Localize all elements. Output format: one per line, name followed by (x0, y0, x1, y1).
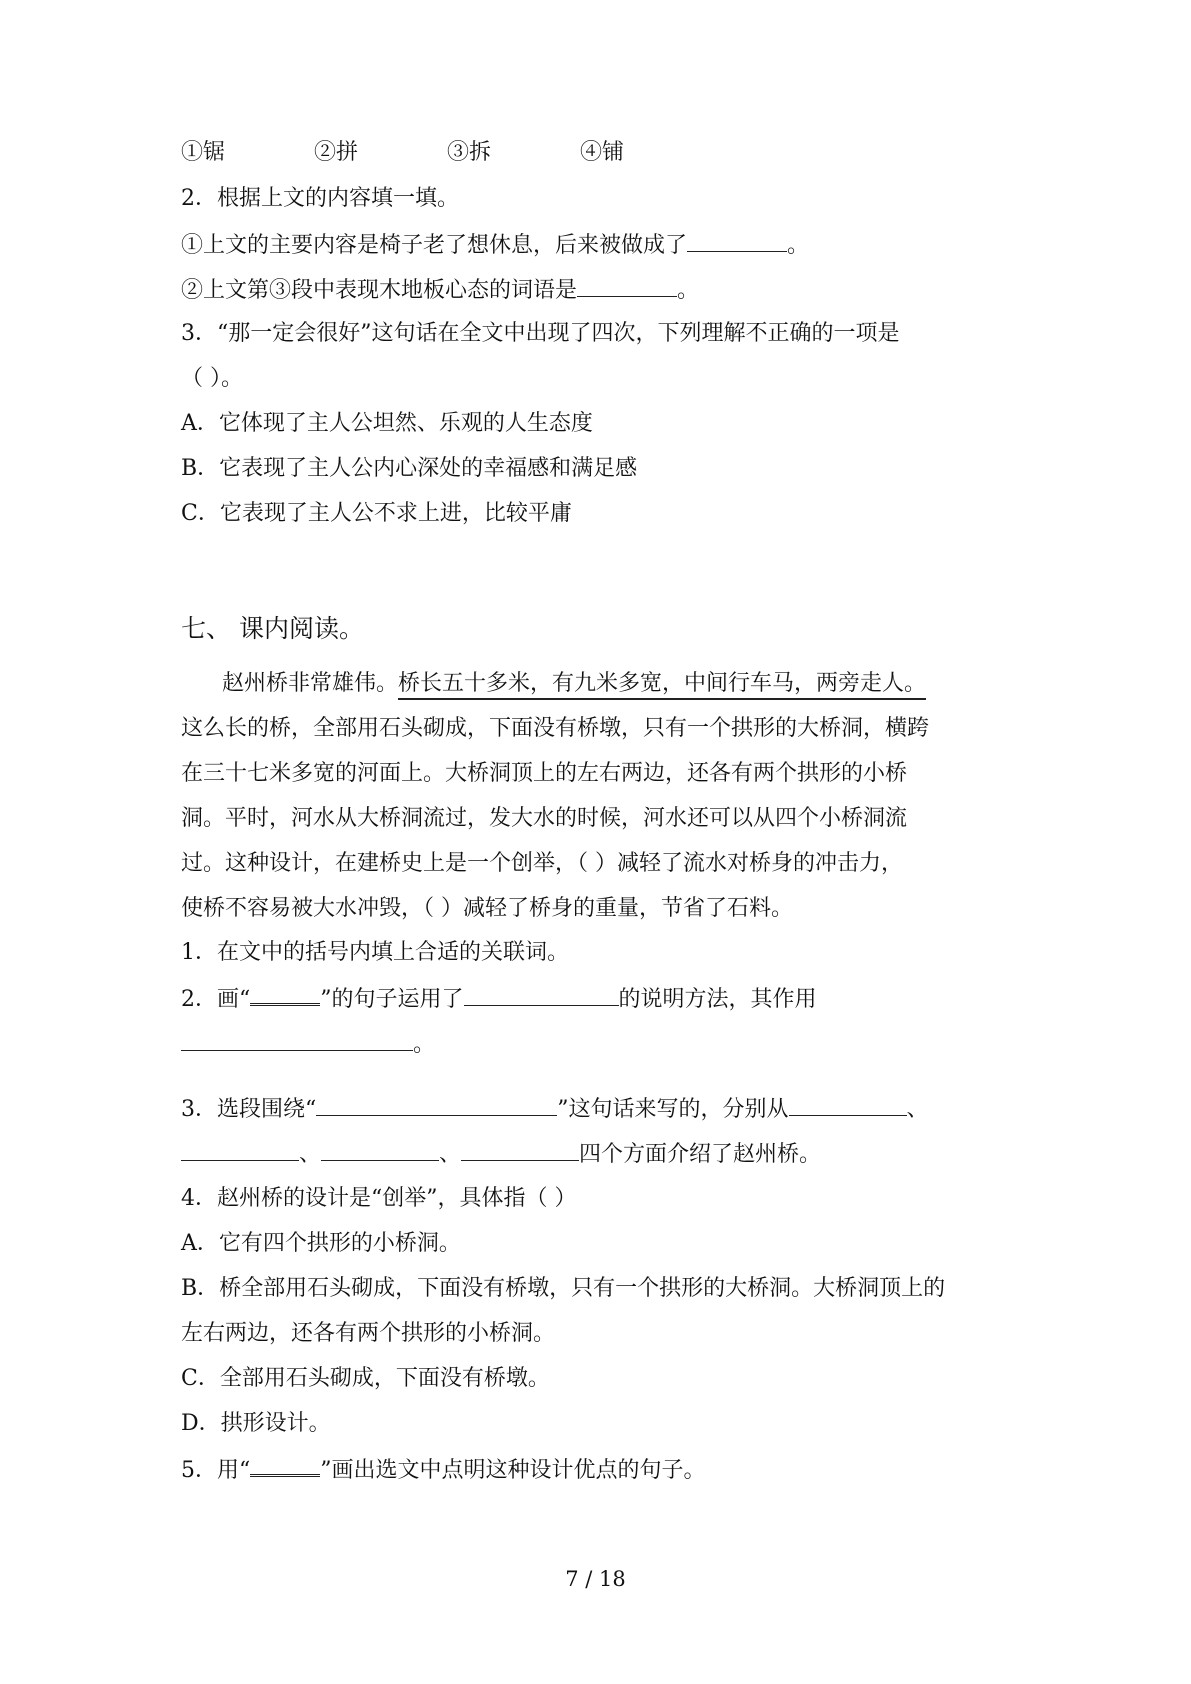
option-1: ①锯 (181, 140, 226, 165)
s7-q4-c: C．全部用石头砌成，下面没有桥墩。 (181, 1366, 550, 1391)
q2-b-end: 。 (677, 278, 700, 303)
s7-q1: 1．在文中的括号内填上合适的关联词。 (181, 940, 569, 965)
q1-options (181, 138, 713, 168)
q2-part: ”的句子运用了 (320, 987, 464, 1012)
answer-blank[interactable] (181, 1028, 413, 1051)
section-title: 七、 课内阅读。 (181, 614, 364, 643)
s7-q3-cont (181, 1138, 821, 1170)
s7-q2-cont (181, 1028, 435, 1060)
underlined-sentence: 桥长五十多米，有九米多宽，中间行车马，两旁走人。 (398, 671, 926, 700)
answer-blank[interactable] (789, 1093, 907, 1116)
q3-stem: 3．“那一定会很好”这句话在全文中出现了四次，下列理解不正确的一项是 (181, 321, 900, 346)
q3-paren[interactable]: （ ）。 (181, 366, 243, 391)
passage-text: 赵州桥非常雄伟。 (222, 671, 399, 696)
answer-blank[interactable] (181, 1138, 299, 1161)
q3-option-c: C．它表现了主人公不求上进，比较平庸 (181, 501, 572, 526)
double-underline-mark (250, 983, 320, 1006)
answer-blank[interactable] (577, 274, 677, 297)
s7-q4-a: A．它有四个拱形的小桥洞。 (181, 1231, 461, 1256)
passage-line-4: 洞。平时，河水从大桥洞流过，发大水的时候，河水还可以从四个小桥洞流 (181, 806, 908, 831)
q5-part: ”画出选文中点明这种设计优点的句子。 (320, 1458, 706, 1483)
answer-blank[interactable] (464, 983, 619, 1006)
q3-part: 、 (439, 1142, 462, 1167)
option-2: ②拼 (314, 140, 359, 165)
q2-part: 的说明方法，其作用 (618, 987, 817, 1012)
q3-part: 、 (906, 1097, 929, 1122)
answer-blank[interactable] (461, 1138, 579, 1161)
q2-b (181, 274, 699, 306)
double-underline-mark (250, 1454, 320, 1477)
q2-part: 2．画“ (181, 987, 251, 1012)
passage-line-1 (222, 669, 926, 699)
q2-a-end: 。 (787, 233, 810, 258)
s7-q4-stem: 4．赵州桥的设计是“创举”，具体指（ ） (181, 1186, 577, 1211)
page-number: 7 / 18 (565, 1567, 626, 1591)
q5-part: 5．用“ (181, 1458, 251, 1483)
s7-q2 (181, 983, 817, 1015)
q3-part: 四个方面介绍了赵州桥。 (579, 1142, 822, 1167)
q2-a-text: ①上文的主要内容是椅子老了想休息，后来被做成了 (181, 233, 688, 258)
answer-blank[interactable] (316, 1093, 557, 1116)
s7-q4-b2: 左右两边，还各有两个拱形的小桥洞。 (181, 1321, 556, 1346)
passage-line-5: 过。这种设计，在建桥史上是一个创举，（ ）减轻了流水对桥身的冲击力， (181, 851, 903, 876)
q2-b-text: ②上文第③段中表现木地板心态的词语是 (181, 278, 578, 303)
q3-part: ”这句话来写的，分别从 (557, 1097, 789, 1122)
s7-q3 (181, 1093, 929, 1125)
answer-blank[interactable] (687, 229, 787, 252)
s7-q4-b1: B．桥全部用石头砌成，下面没有桥墩，只有一个拱形的大桥洞。大桥洞顶上的 (181, 1276, 946, 1301)
q3-part: 、 (299, 1142, 322, 1167)
option-4: ④铺 (580, 140, 625, 165)
q2-a (181, 229, 809, 261)
q3-option-b: B．它表现了主人公内心深处的幸福感和满足感 (181, 456, 638, 481)
s7-q5 (181, 1454, 706, 1486)
answer-blank[interactable] (321, 1138, 439, 1161)
q3-option-a: A．它体现了主人公坦然、乐观的人生态度 (181, 411, 593, 436)
passage-line-2: 这么长的桥，全部用石头砌成，下面没有桥墩，只有一个拱形的大桥洞，横跨 (181, 716, 930, 741)
s7-q4-d: D．拱形设计。 (181, 1411, 331, 1436)
q3-part: 3．选段围绕“ (181, 1097, 317, 1122)
option-3: ③拆 (447, 140, 492, 165)
q2-end: 。 (413, 1032, 436, 1057)
passage-line-3: 在三十七米多宽的河面上。大桥洞顶上的左右两边，还各有两个拱形的小桥 (181, 761, 908, 786)
passage-line-6: 使桥不容易被大水冲毁，（ ）减轻了桥身的重量，节省了石料。 (181, 896, 793, 921)
q2-stem: 2．根据上文的内容填一填。 (181, 186, 459, 211)
